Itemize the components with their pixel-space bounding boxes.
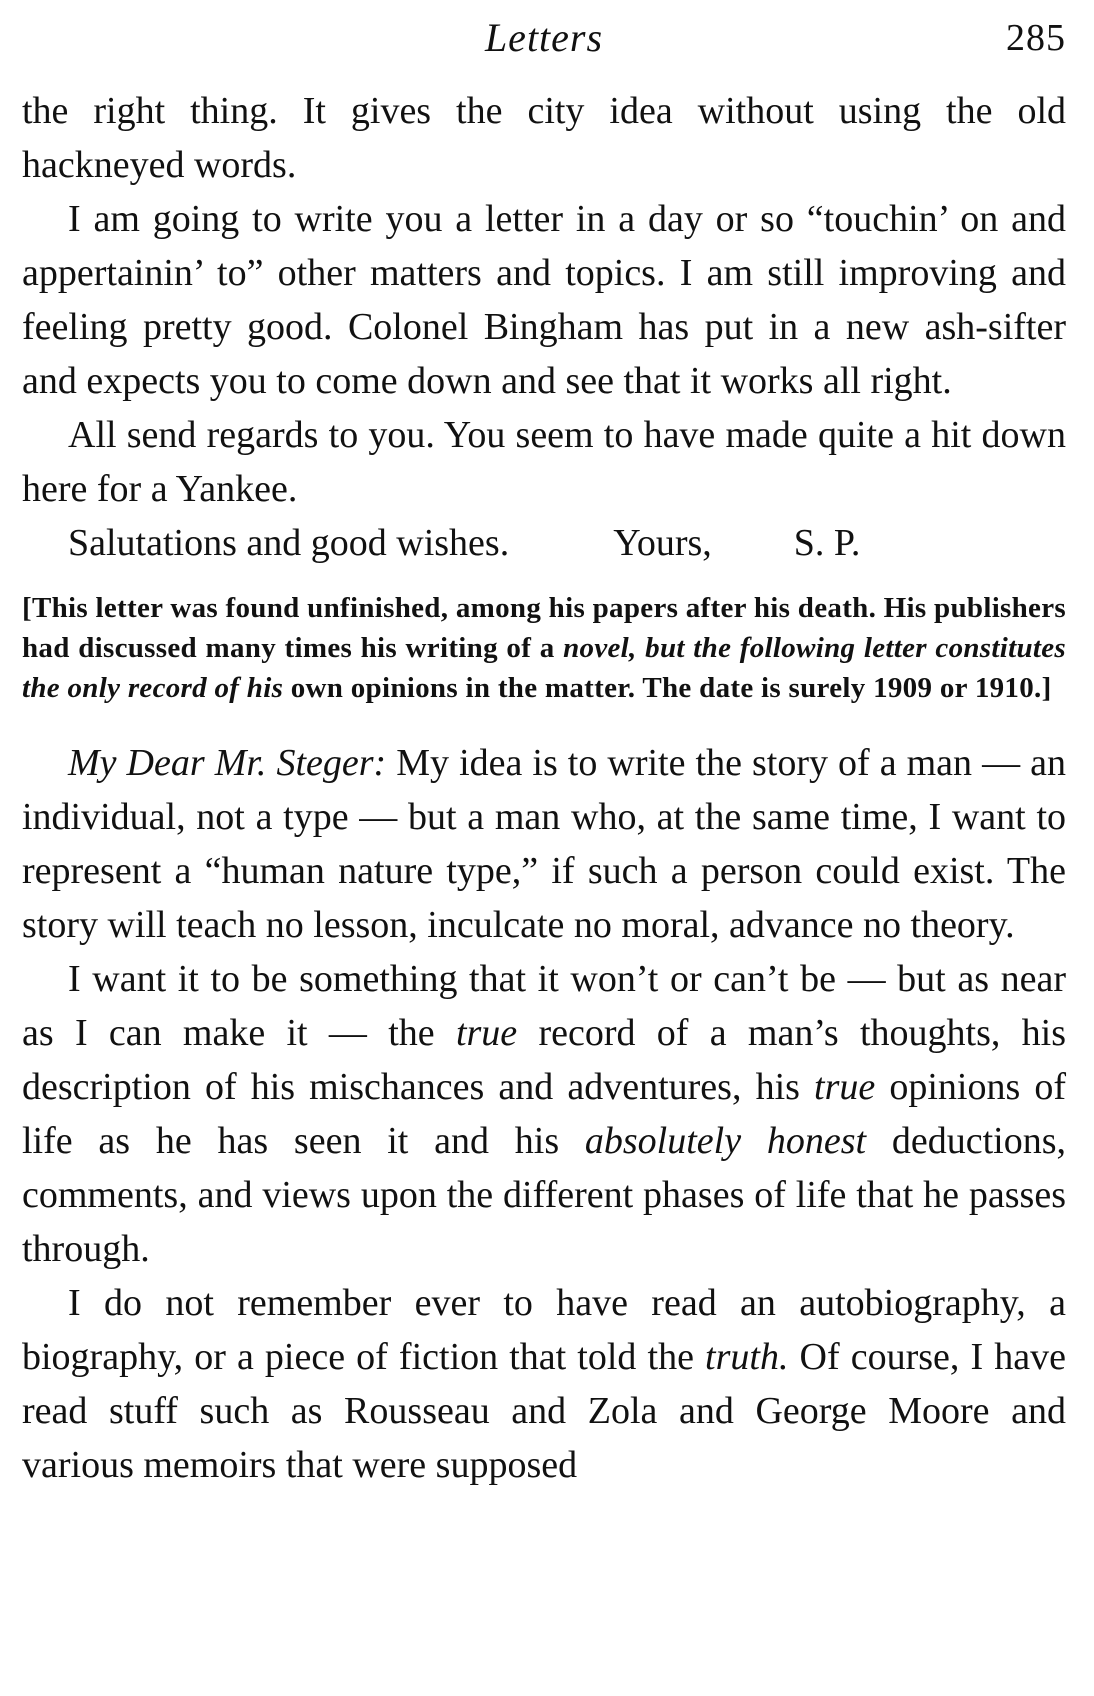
text-run: I want it to be something that it won’t or can’t be — but as near as I can make it — the (22, 958, 1066, 1054)
paragraph-regards: All send regards to you. You seem to have made quite a hit down here for a Yankee. (22, 414, 1066, 510)
text-run: record of a man’s thoughts, his description of his mischances and adventures, his (22, 1012, 1066, 1108)
italic-run: truth. (705, 1336, 789, 1378)
editor-note-part1: [This letter was found unfinished, among his papers after his death. His publishers had discussed many times his writing of a (22, 592, 1066, 664)
editor-note-italic: novel, but the following letter constitutes the only record of his (22, 632, 1067, 704)
text-run: I do not remember ever to have read an autobiography, a biography, or a piece of fiction that told the (22, 1282, 1066, 1378)
running-title: Letters (484, 15, 604, 60)
page-number: 285 (1006, 17, 1066, 59)
signoff-closing: Yours, (613, 522, 712, 564)
editor-note (22, 588, 1066, 708)
letter-opening-paragraph (22, 736, 1066, 952)
letter-salutation: My Dear Mr. Steger: (68, 742, 387, 784)
page-header (22, 0, 1066, 84)
paragraph-continuation: the right thing. It gives the city idea without using the old hackneyed words. (22, 90, 1066, 186)
text-run: deductions, comments, and views upon the different phases of life that he passes through. (22, 1120, 1066, 1270)
letter-paragraph-true-record (22, 952, 1066, 1276)
signoff-initials: S. P. (793, 522, 861, 564)
editor-note-part3: own opinions in the matter. The date is surely 1909 or 1910.] (283, 672, 1052, 704)
italic-run: absolutely honest (584, 1120, 867, 1162)
book-page (22, 0, 1066, 1492)
signoff-salutation: Salutations and good wishes. (68, 522, 510, 564)
letter-paragraph-truth (22, 1276, 1066, 1492)
letter-signoff (22, 516, 1066, 570)
italic-run: true (814, 1066, 876, 1108)
italic-run: true (455, 1012, 518, 1054)
letter-opening-text: My idea is to write the story of a man — an individual, not a type — but a man who, at the same time, I want to represent a “human nature type,” if such a person could exist. The story will teach no lesson, inculcate no moral, advance no theory. (22, 742, 1066, 946)
text-run: opinions of life as he has seen it and his (22, 1066, 1066, 1162)
text-run: Of course, I have read stuff such as Rousseau and Zola and George Moore and various memoirs that were supposed (22, 1336, 1067, 1486)
paragraph-letter-topics: I am going to write you a letter in a day or so “touchin’ on and appertainin’ to” other matters and topics. I am still improving and feeling pretty good. Colonel Bingham has put in a new ash-sifter and expects you to come down and see that it works all right. (22, 198, 1066, 402)
